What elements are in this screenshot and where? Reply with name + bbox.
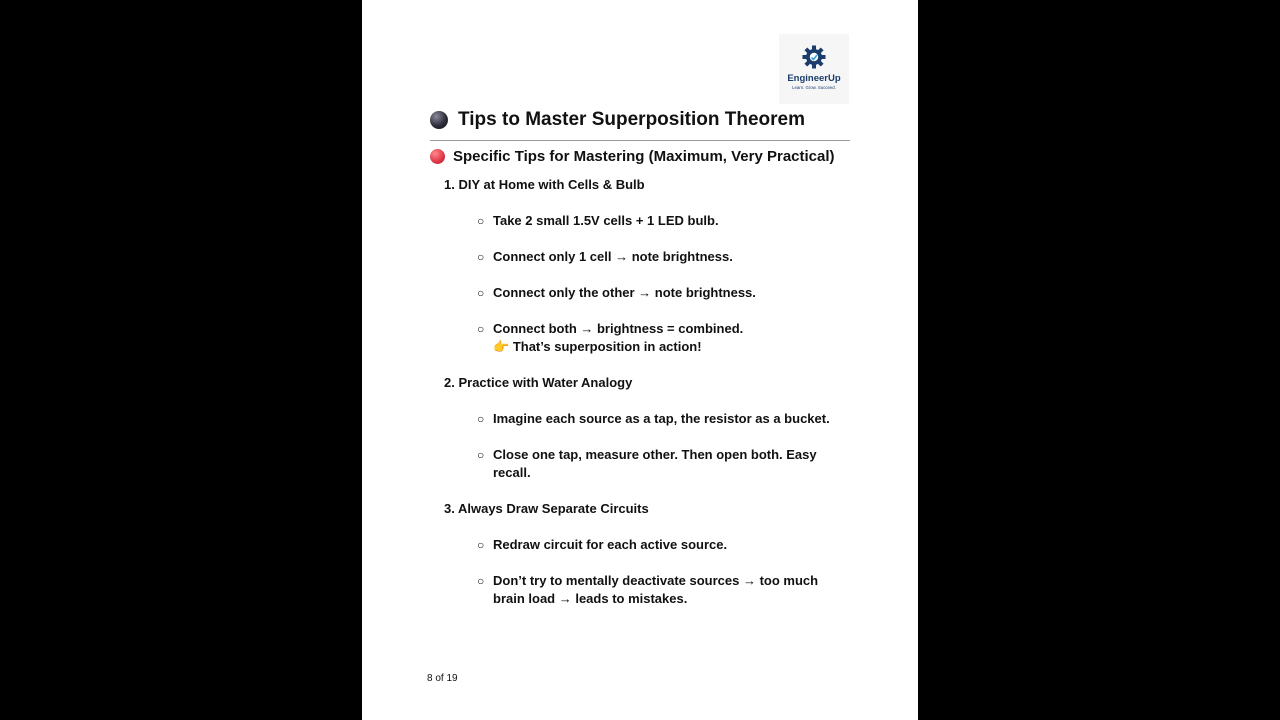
pointing-hand-icon: 👉 — [493, 339, 510, 354]
page-title-text: Tips to Master Superposition Theorem — [458, 109, 805, 130]
note-text: That’s superposition in action! — [512, 339, 702, 354]
section-1-heading — [444, 176, 645, 194]
list-item: Imagine each source as a tap, the resistor as a bucket. — [493, 411, 830, 426]
bullet-icon: ○ — [477, 322, 485, 336]
section-heading-text: Always Draw Separate Circuits — [457, 501, 649, 516]
section-number: 3. — [444, 501, 455, 516]
list-item: Connect only 1 cell → note brightness. — [493, 249, 733, 264]
bullet-icon: ○ — [477, 286, 485, 300]
logo-tagline: Learn. Grow. Succeed. — [792, 85, 836, 90]
bullet-icon: ○ — [477, 214, 485, 228]
bullet-icon: ○ — [477, 574, 485, 588]
list-item-note — [493, 338, 702, 356]
section-number: 1. — [444, 177, 455, 192]
bullet-icon: ○ — [477, 250, 485, 264]
section-number: 2. — [444, 375, 455, 390]
logo-brand-text: EngineerUp — [787, 73, 841, 84]
list-item: Close one tap, measure other. Then open both. Easy — [493, 447, 817, 462]
engineerup-logo — [779, 34, 849, 104]
list-item: Connect only the other → note brightness. — [493, 285, 756, 300]
list-item: Don’t try to mentally deactivate sources → too much — [493, 573, 819, 588]
list-item: Connect both → brightness = combined. — [493, 321, 744, 336]
section-subtitle-text: Specific Tips for Mastering (Maximum, Very Practical) — [453, 147, 835, 165]
section-heading-text: Practice with Water Analogy — [458, 375, 633, 390]
page-indicator: 8 of 19 — [427, 673, 458, 684]
bullet-icon: ○ — [477, 538, 485, 552]
red-ball-icon — [430, 149, 445, 164]
section-2-heading — [444, 374, 632, 392]
list-item-continuation: brain load → leads to mistakes. — [493, 591, 688, 606]
dark-ball-icon — [430, 111, 448, 129]
section-subtitle — [430, 145, 835, 167]
gear-icon — [802, 45, 826, 69]
list-item: Redraw circuit for each active source. — [493, 537, 728, 552]
title-divider — [430, 140, 850, 141]
bullet-icon: ○ — [477, 412, 485, 426]
section-3-heading — [444, 500, 649, 518]
document-page — [362, 0, 918, 720]
list-item: Take 2 small 1.5V cells + 1 LED bulb. — [493, 213, 719, 228]
section-heading-text: DIY at Home with Cells & Bulb — [458, 177, 645, 192]
page-title — [430, 108, 805, 132]
bullet-icon: ○ — [477, 448, 485, 462]
list-item-continuation: recall. — [493, 465, 531, 480]
